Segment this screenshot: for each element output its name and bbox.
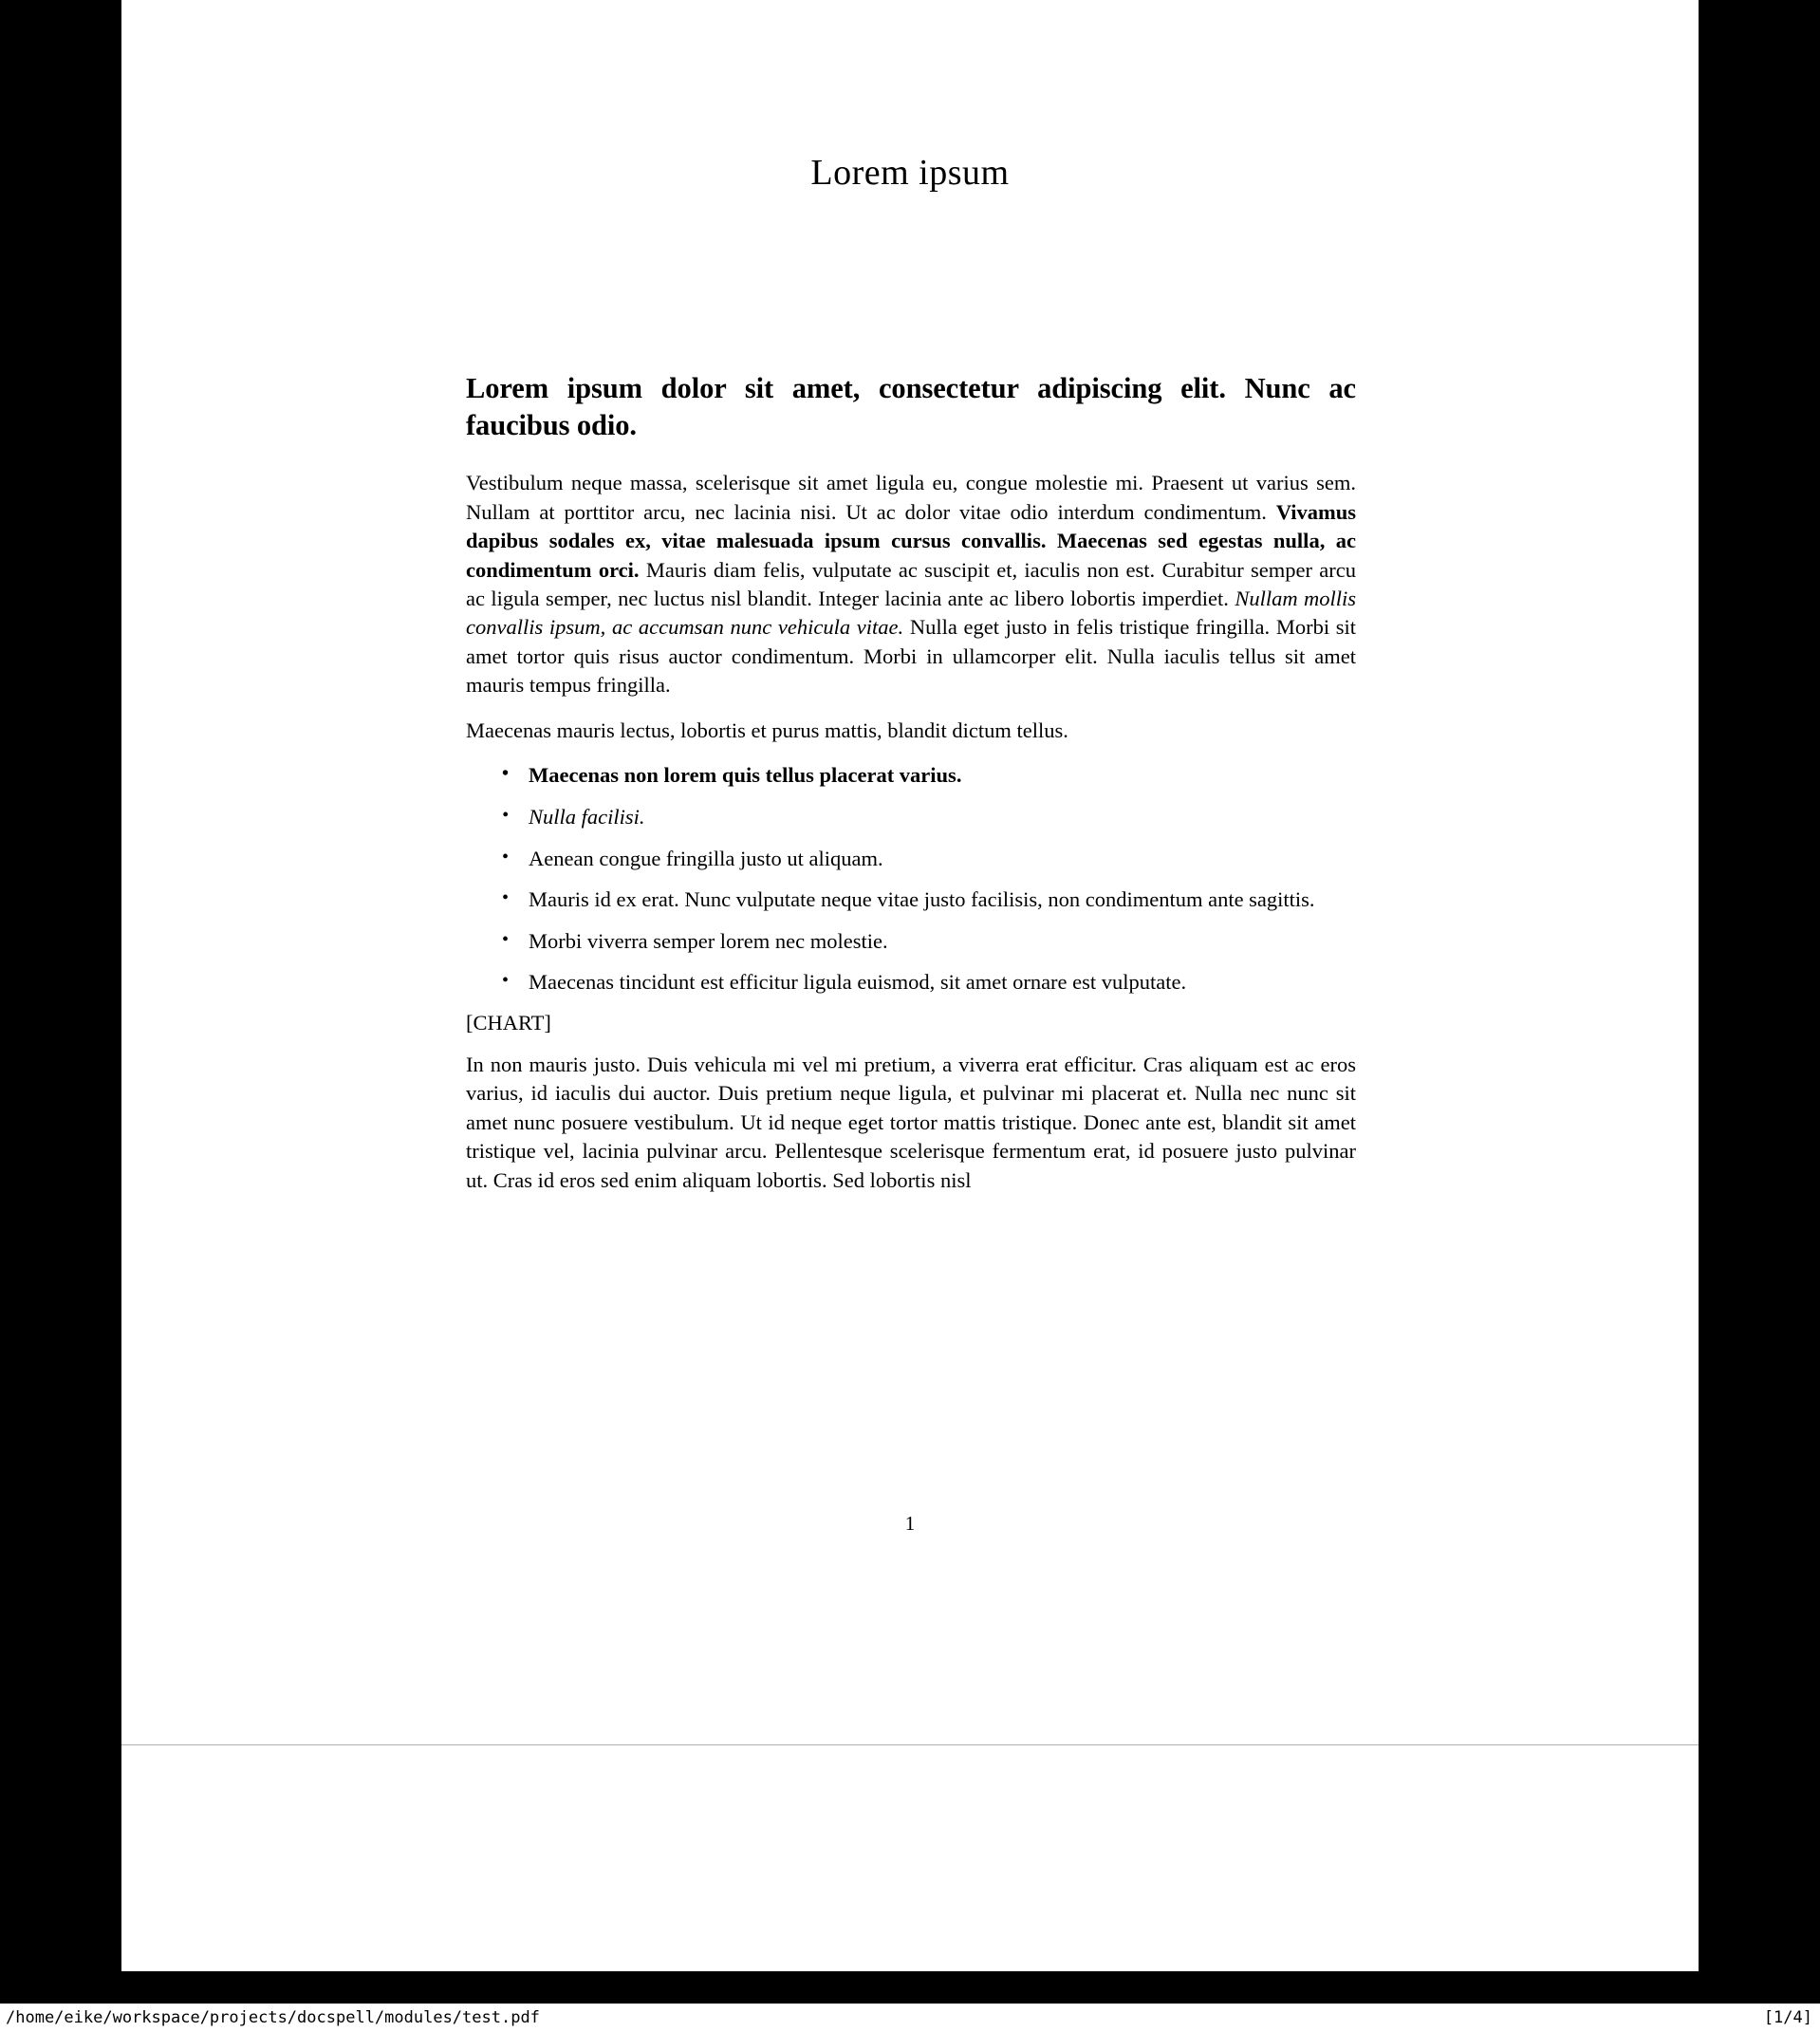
list-item: • Aenean congue fringilla justo ut aliquam. [529,845,1356,874]
list-item: • Maecenas tincidunt est efficitur ligula euismod, sit amet ornare est vulputate. [529,968,1356,997]
list-item: • Mauris id ex erat. Nunc vulputate neque vitae justo facilisis, non condimentum ante sagittis. [529,886,1356,915]
document-body [466,370,1356,1211]
paragraph-1-part-1: Vestibulum neque massa, scelerisque sit amet ligula eu, congue molestie mi. Praesent ut varius sem. Nullam at porttitor arcu, nec lacinia nisi. Ut ac dolor vitae odio interdum condimentum. [466,471,1356,524]
section-heading: Lorem ipsum dolor sit amet, consectetur adipiscing elit. Nunc ac faucibus odio. [466,372,1356,442]
paragraph-3: In non mauris justo. Duis vehicula mi vel mi pretium, a viverra erat efficitur. Cras aliquam est ac eros varius, id iaculis dui auctor. Duis pretium neque ligula, et pulvinar mi placerat et. Nulla nec nunc sit amet nunc posuere vestibulum. Ut id neque eget tortor mattis tristique. Donec ante est, blandit sit amet tristique vel, lacinia pulvinar arcu. Pellentesque scelerisque fermentum erat, id posuere justo pulvinar ut. Cras id eros sed enim aliquam lobortis. Sed lobortis nisl [466,1052,1356,1192]
bullet-list [466,761,1356,997]
list-item: • Nulla facilisi. [529,803,1356,832]
file-path-label: /home/eike/workspace/projects/docspell/modules/test.pdf [6,2008,540,2027]
list-item: • Maecenas non lorem quis tellus placerat varius. [529,761,1356,791]
document-title: Lorem ipsum [810,153,1010,193]
paragraph-1-italic-1: Nullam mollis convallis ipsum, ac accumsan nunc vehicula vitae. [466,587,1356,640]
paragraph-1-bold-1: Vivamus dapibus sodales ex, vitae malesuada ipsum cursus convallis. Maecenas sed egestas nulla, ac condimentum orci. [466,499,1356,582]
list-item: • Morbi viverra semper lorem nec molestie. [529,927,1356,957]
page-number: 1 [904,1512,916,1535]
pdf-page [121,0,1699,1744]
paragraph-1-part-2: Mauris diam felis, vulputate ac suscipit et, iaculis non est. Curabitur semper arcu ac ligula semper, nec luctus nisl blandit. Integer lacinia ante ac libero lobortis imperdiet. [466,557,1356,610]
paragraph-2: Maecenas mauris lectus, lobortis et purus mattis, blandit dictum tellus. [466,718,1068,742]
page-indicator-label: [1/4] [1763,2008,1812,2027]
paragraph-1 [466,469,1356,700]
status-bar [0,2003,1820,2032]
page-footer-area [121,1744,1699,1971]
chart-placeholder: [CHART] [466,1010,551,1035]
paragraph-1-part-3: Nulla eget justo in felis tristique fringilla. Morbi sit amet tortor quis risus auctor condimentum. Morbi in ullamcorper elit. Nulla iaculis tellus sit amet mauris tempus fringilla. [466,615,1356,698]
